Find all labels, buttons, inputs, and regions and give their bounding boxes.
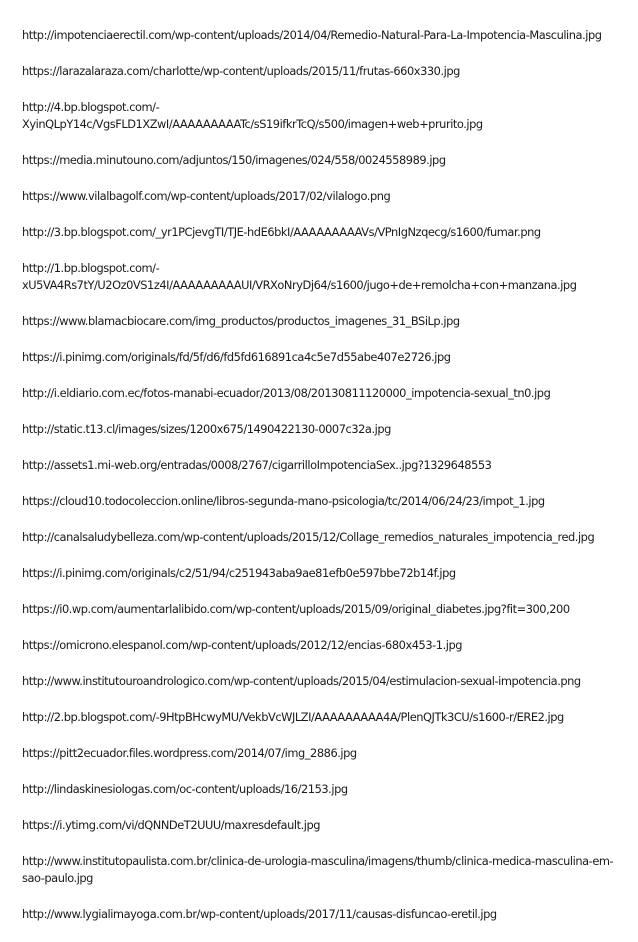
url-text-line: https://i.pinimg.com/originals/c2/51/94/c251943aba9ae81efb0e597bbe72b14f.jpg: [22, 566, 456, 580]
url-entry[interactable]: [22, 457, 618, 474]
url-text-line: https://i.ytimg.com/vi/dQNNDeT2UUU/maxresdefault.jpg: [22, 818, 321, 832]
url-text-line: http://www.institutouroandrologico.com/wp-content/uploads/2015/04/estimulacion-sexual-impotencia.png: [22, 674, 581, 688]
url-entry[interactable]: [22, 188, 618, 205]
url-entry[interactable]: [22, 745, 618, 762]
url-entry[interactable]: [22, 709, 618, 726]
url-list: [22, 27, 618, 942]
url-text-line: https://media.minutouno.com/adjuntos/150/imagenes/024/558/0024558989.jpg: [22, 153, 446, 167]
url-entry[interactable]: [22, 27, 618, 44]
url-entry[interactable]: [22, 385, 618, 402]
url-entry[interactable]: [22, 637, 618, 654]
url-text-line: https://cloud10.todocoleccion.online/libros-segunda-mano-psicologia/tc/2014/06/24/23/impot_1.jpg: [22, 494, 545, 508]
url-entry[interactable]: [22, 853, 618, 887]
url-text-line: https://omicrono.elespanol.com/wp-content/uploads/2012/12/encias-680x453-1.jpg: [22, 638, 463, 652]
url-text-line: http://www.institutopaulista.com.br/clinica-de-urologia-masculina/imagens/thumb/clinica-medica-masculina-em-: [22, 854, 614, 868]
url-entry[interactable]: [22, 781, 618, 798]
url-entry[interactable]: [22, 529, 618, 546]
url-text-line: https://larazalaraza.com/charlotte/wp-content/uploads/2015/11/frutas-660x330.jpg: [22, 64, 460, 78]
url-entry[interactable]: [22, 99, 618, 133]
url-entry[interactable]: [22, 224, 618, 241]
url-text-line: https://i0.wp.com/aumentarlalibido.com/wp-content/uploads/2015/09/original_diabetes.jpg?fit=300,200: [22, 602, 570, 616]
url-text-line: http://assets1.mi-web.org/entradas/0008/2767/cigarrilloImpotenciaSex..jpg?1329648553: [22, 458, 492, 472]
url-text-line: https://pitt2ecuador.files.wordpress.com/2014/07/img_2886.jpg: [22, 746, 357, 760]
url-text-line: http://impotenciaerectil.com/wp-content/uploads/2014/04/Remedio-Natural-Para-La-Impotencia-Masculina.jpg: [22, 28, 602, 42]
url-entry[interactable]: [22, 421, 618, 438]
url-entry[interactable]: [22, 817, 618, 834]
url-entry[interactable]: [22, 673, 618, 690]
url-text-line: sao-paulo.jpg: [22, 871, 93, 885]
url-entry[interactable]: [22, 493, 618, 510]
url-entry[interactable]: [22, 63, 618, 80]
url-text-line: http://canalsaludybelleza.com/wp-content/uploads/2015/12/Collage_remedios_naturales_impotencia_red.jpg: [22, 530, 595, 544]
url-text-line: http://i.eldiario.com.ec/fotos-manabi-ecuador/2013/08/20130811120000_impotencia-sexual_tn0.jpg: [22, 386, 551, 400]
url-text-line: XyinQLpY14c/VgsFLD1XZwI/AAAAAAAAATc/sS19ifkrTcQ/s500/imagen+web+prurito.jpg: [22, 117, 483, 131]
url-text-line: https://www.vilalbagolf.com/wp-content/uploads/2017/02/vilalogo.png: [22, 189, 391, 203]
url-text-line: http://static.t13.cl/images/sizes/1200x675/1490422130-0007c32a.jpg: [22, 422, 391, 436]
url-text-line: http://1.bp.blogspot.com/-: [22, 261, 160, 275]
url-text-line: http://2.bp.blogspot.com/-9HtpBHcwyMU/VekbVcWJLZI/AAAAAAAAA4A/PlenQJTk3CU/s1600-r/ERE2.jpg: [22, 710, 564, 724]
url-entry[interactable]: [22, 601, 618, 618]
url-entry[interactable]: [22, 565, 618, 582]
url-text-line: http://www.lygialimayoga.com.br/wp-content/uploads/2017/11/causas-disfuncao-eretil.jpg: [22, 907, 497, 921]
url-text-line: https://i.pinimg.com/originals/fd/5f/d6/fd5fd616891ca4c5e7d55abe407e2726.jpg: [22, 350, 451, 364]
url-text-line: http://lindaskinesiologas.com/oc-content/uploads/16/2153.jpg: [22, 782, 348, 796]
url-entry[interactable]: [22, 313, 618, 330]
url-text-line: http://4.bp.blogspot.com/-: [22, 100, 160, 114]
url-entry[interactable]: [22, 906, 618, 923]
url-entry[interactable]: [22, 260, 618, 294]
url-text-line: https://www.blamacbiocare.com/img_productos/productos_imagenes_31_BSiLp.jpg: [22, 314, 460, 328]
url-text-line: http://3.bp.blogspot.com/_yr1PCjevgTI/TJE-hdE6bkI/AAAAAAAAAVs/VPnIgNzqecg/s1600/fumar.png: [22, 225, 541, 239]
url-entry[interactable]: [22, 152, 618, 169]
url-entry[interactable]: [22, 349, 618, 366]
url-text-line: xU5VA4Rs7tY/U2Oz0VS1z4I/AAAAAAAAAUI/VRXoNryDj64/s1600/jugo+de+remolcha+con+manzana.jpg: [22, 278, 577, 292]
